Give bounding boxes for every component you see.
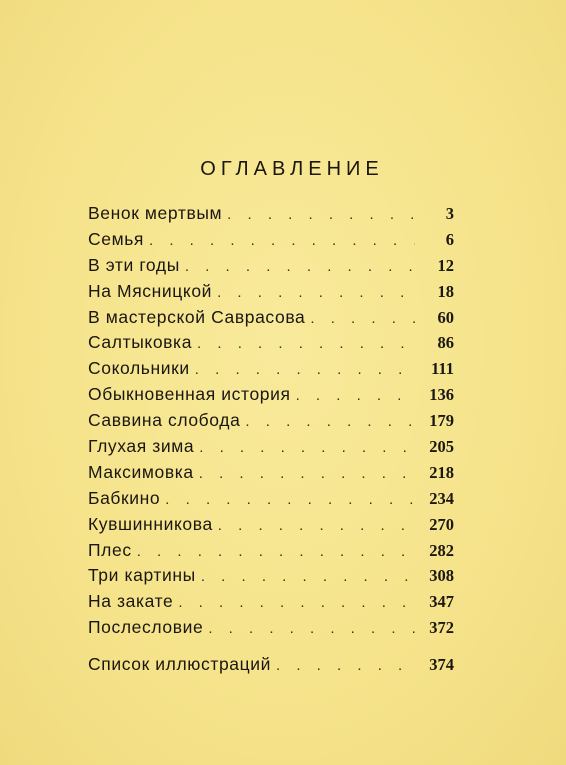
toc-entry-title: В мастерской Саврасова: [88, 306, 306, 327]
toc-entry: [88, 203, 454, 229]
toc-entry-page: 3: [445, 204, 454, 223]
toc-entry-page: 308: [429, 566, 454, 586]
toc-entry: [88, 332, 454, 358]
toc-entry-title: Семья: [88, 228, 144, 249]
toc-entry: [88, 255, 454, 281]
toc-entry: [88, 514, 454, 540]
toc-entry-title: Саввина слобода: [88, 410, 241, 431]
toc-entry-page: 205: [429, 437, 454, 457]
dot-leader: [218, 517, 415, 534]
dot-leader: [199, 465, 415, 482]
dot-leader: [197, 335, 415, 352]
dot-leader: [149, 232, 415, 249]
toc-entry-page: 18: [437, 281, 454, 301]
dot-leader: [227, 206, 415, 223]
dot-leader: [245, 413, 415, 430]
toc-entry-title: На Мясницкой: [88, 280, 213, 301]
dot-leader: [195, 361, 415, 378]
toc-entry-page: 347: [429, 592, 454, 612]
dot-leader: [185, 258, 415, 275]
toc-entry-illustrations: [88, 654, 454, 680]
toc-entry-page: 136: [429, 385, 454, 405]
toc-entry: [88, 281, 454, 307]
page-title: ОГЛАВЛЕНИЕ: [200, 158, 384, 180]
dot-leader: [199, 439, 415, 456]
dot-leader: [296, 387, 415, 404]
toc-entry-title: Максимовка: [88, 461, 194, 482]
toc-entry-page: 179: [429, 411, 454, 431]
toc-entry-page: 372: [429, 618, 454, 638]
dot-leader: [201, 568, 415, 585]
dot-leader: [276, 657, 415, 674]
toc-entry-title: Три картины: [88, 565, 196, 586]
toc-entry: [88, 307, 454, 333]
toc-entry-page: 6: [445, 229, 454, 249]
toc-entry: [88, 436, 454, 462]
dot-leader: [178, 594, 415, 611]
toc-entry-title: Обыкновенная история: [88, 384, 291, 405]
toc-entry-page: 86: [437, 333, 454, 353]
toc-entry-page: 12: [437, 255, 454, 275]
toc-entry-page: 111: [431, 359, 454, 379]
toc-entry: [88, 462, 454, 488]
table-of-contents: [88, 203, 454, 680]
toc-entry-title: Список иллюстраций: [88, 654, 272, 675]
toc-entry-page: 60: [437, 307, 454, 327]
toc-entry: [88, 488, 454, 514]
toc-entry-title: Кувшинникова: [88, 513, 213, 534]
toc-entry-title: На закате: [88, 591, 174, 612]
toc-entry-title: Плес: [88, 539, 132, 560]
toc-entry-page: 270: [429, 514, 454, 534]
dot-leader: [217, 284, 415, 301]
toc-entry-page: 374: [429, 655, 454, 675]
toc-entry-title: Сокольники: [88, 358, 190, 379]
toc-entry: [88, 358, 454, 384]
toc-entry: [88, 410, 454, 436]
dot-leader: [310, 310, 415, 327]
dot-leader: [208, 620, 415, 637]
toc-entry-page: 218: [429, 462, 454, 482]
toc-entry-title: Салтыковка: [88, 332, 193, 353]
toc-entry-page: 282: [429, 540, 454, 560]
toc-entry-title: Послесловие: [88, 617, 204, 638]
dot-leader: [165, 491, 415, 508]
toc-entry-title: Венок мертвым: [88, 203, 223, 223]
toc-entry: [88, 617, 454, 643]
toc-entry: [88, 229, 454, 255]
dot-leader: [137, 543, 415, 560]
toc-entry-title: Глухая зима: [88, 436, 195, 457]
toc-entry: [88, 384, 454, 410]
toc-entry-title: Бабкино: [88, 487, 161, 508]
toc-entry: [88, 565, 454, 591]
toc-entry: [88, 591, 454, 617]
toc-entry-page: 234: [429, 488, 454, 508]
toc-entry: [88, 540, 454, 566]
toc-entry-title: В эти годы: [88, 254, 180, 275]
